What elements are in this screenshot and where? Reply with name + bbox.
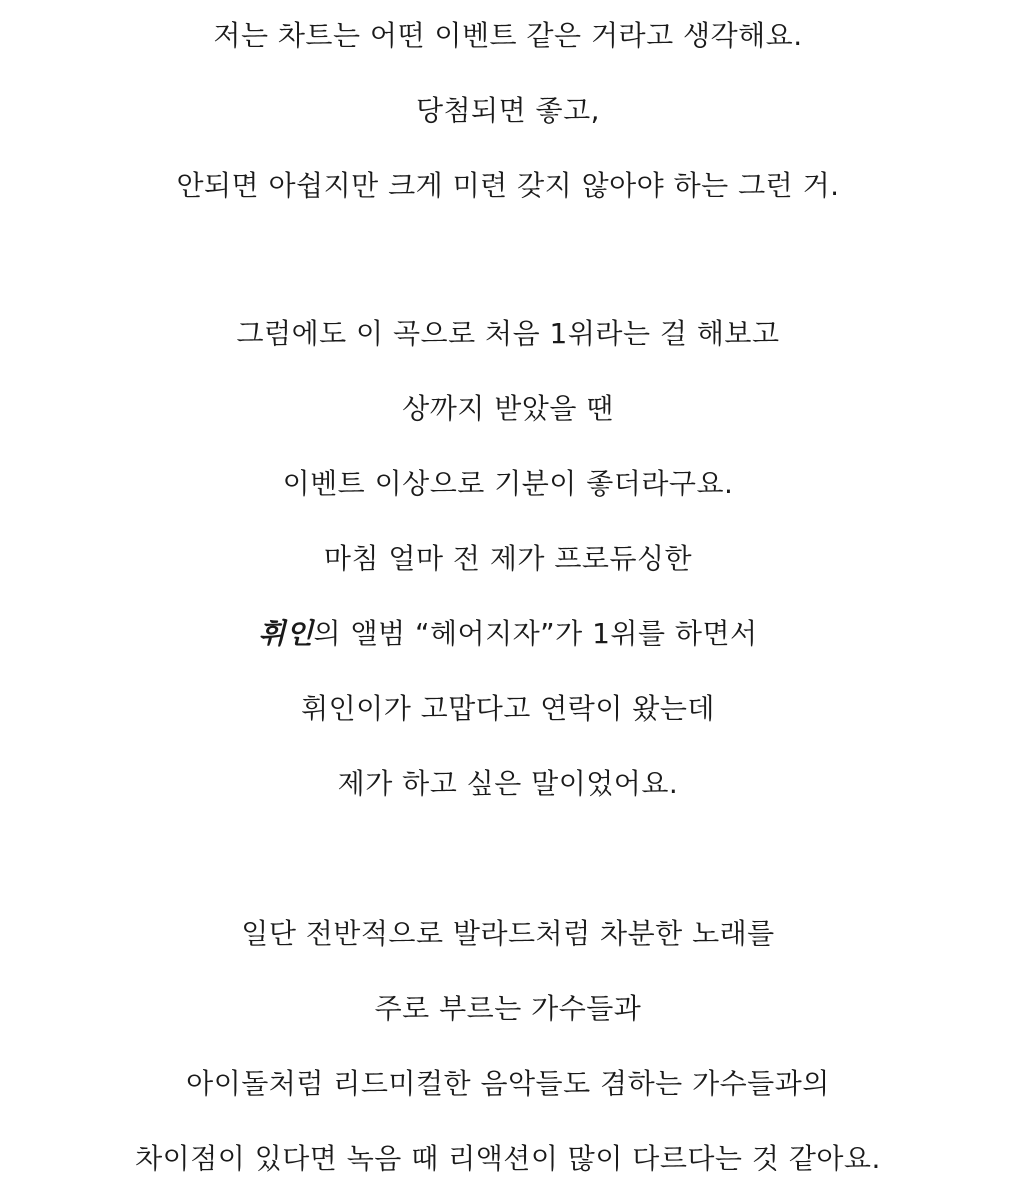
text-line: 이벤트 이상으로 기분이 좋더라구요. [282, 467, 734, 500]
text-line: 차이점이 있다면 녹음 때 리액션이 많이 다르다는 것 같아요. [135, 1142, 881, 1175]
text-line: 일단 전반적으로 발라드처럼 차분한 노래를 [241, 917, 775, 950]
text-line: 제가 하고 싶은 말이었어요. [337, 767, 679, 800]
text-line: 마침 얼마 전 제가 프로듀싱한 [323, 542, 693, 575]
text-line: 주로 부르는 가수들과 [374, 992, 642, 1025]
text-line: 상까지 받았을 땐 [402, 392, 614, 425]
text-line: 아이돌처럼 리드미컬한 음악들도 겸하는 가수들과의 [186, 1067, 830, 1100]
text-line: 휘인이가 고맙다고 연락이 왔는데 [301, 692, 715, 725]
text-line: 그럼에도 이 곡으로 처음 1위라는 걸 해보고 [236, 317, 780, 350]
text-line: 안되면 아쉽지만 크게 미련 갖지 않아야 하는 그런 거. [176, 169, 840, 202]
text-line: 저는 차트는 어떤 이벤트 같은 거라고 생각해요. [213, 19, 803, 52]
text-line-with-artist [0, 614, 1016, 654]
text-line: 당첨되면 좋고, [415, 94, 601, 127]
artist-name: 휘인 [258, 617, 314, 650]
text-line-rest: 의 앨범 “헤어지자”가 1위를 하면서 [313, 617, 758, 650]
